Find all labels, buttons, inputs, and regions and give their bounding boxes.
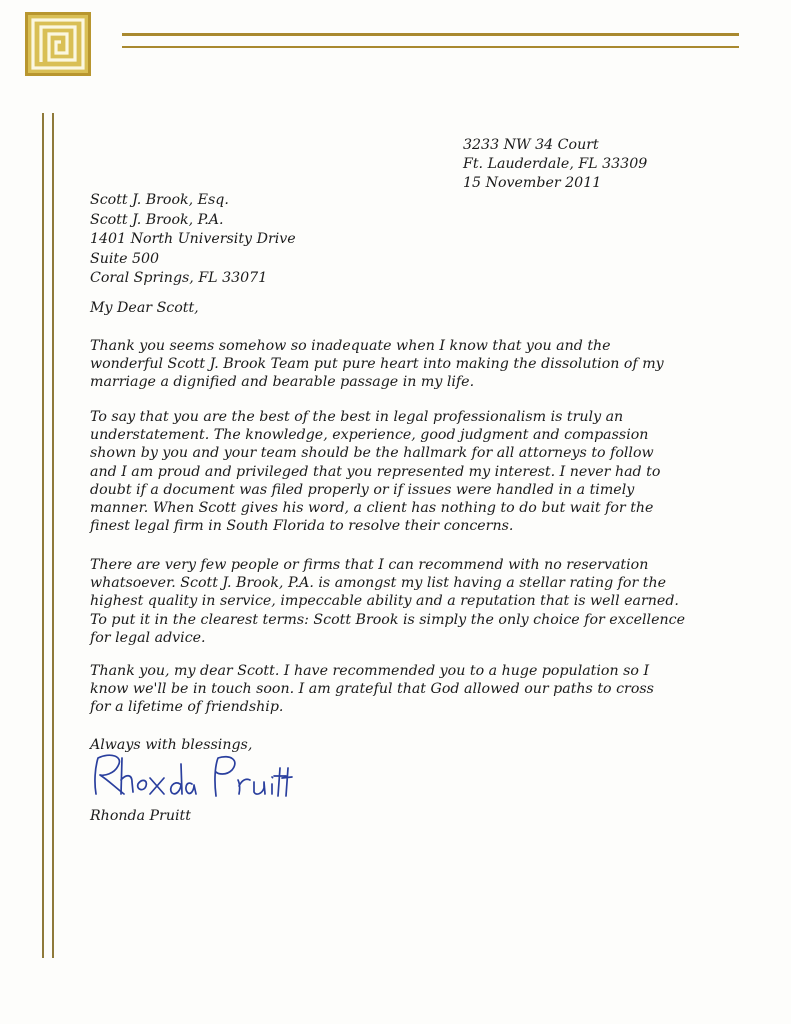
body-paragraph-1 (90, 337, 664, 392)
salutation: My Dear Scott, (90, 300, 199, 316)
header-rule-top (122, 33, 739, 36)
paragraph-line: know we'll be in touch soon. I am grateful that God allowed our paths to cross (90, 681, 654, 698)
paragraph-line: To say that you are the best of the best in legal professionalism is truly an (90, 409, 624, 425)
paragraph-line: and I am proud and privileged that you represented my interest. I never had to (90, 463, 661, 480)
recipient-name: Scott J. Brook, Esq. (90, 192, 229, 208)
sender-address (463, 136, 647, 193)
recipient-firm: Scott J. Brook, P.A. (90, 211, 224, 228)
paragraph-line: Thank you seems somehow so inadequate when I know that you and the (90, 338, 611, 354)
header-rule-bottom (122, 46, 739, 48)
recipient-street: 1401 North University Drive (90, 231, 296, 247)
paragraph-line: understatement. The knowledge, experience, good judgment and compassion (90, 427, 649, 444)
recipient-address (90, 191, 296, 289)
margin-rule-right (52, 113, 54, 958)
closing: Always with blessings, (90, 737, 253, 753)
paragraph-line: wonderful Scott J. Brook Team put pure heart into making the dissolution of my (90, 356, 664, 373)
signer-name: Rhonda Pruitt (90, 808, 191, 824)
sender-street: 3233 NW 34 Court (463, 137, 599, 153)
greek-key-logo-icon (25, 12, 91, 76)
body-paragraph-3 (90, 556, 685, 647)
letter-date: 15 November 2011 (463, 175, 602, 191)
paragraph-line: To put it in the clearest terms: Scott Brook is simply the only choice for excellence (90, 611, 685, 628)
recipient-city: Coral Springs, FL 33071 (90, 270, 268, 286)
paragraph-line: shown by you and your team should be the hallmark for all attorneys to follow (90, 445, 654, 462)
paragraph-line: for a lifetime of friendship. (90, 699, 284, 716)
paragraph-line: finest legal firm in South Florida to resolve their concerns. (90, 518, 514, 535)
recipient-suite: Suite 500 (90, 250, 160, 267)
paragraph-line: There are very few people or firms that I can recommend with no reservation (90, 557, 649, 573)
paragraph-line: whatsoever. Scott J. Brook, P.A. is amongst my list having a stellar rating for the (90, 575, 667, 592)
paragraph-line: for legal advice. (90, 629, 206, 646)
margin-rule-left (42, 113, 44, 958)
sender-city: Ft. Lauderdale, FL 33309 (463, 156, 648, 172)
handwritten-signature (88, 750, 293, 808)
paragraph-line: manner. When Scott gives his word, a client has nothing to do but wait for the (90, 500, 654, 517)
body-paragraph-2 (90, 408, 660, 535)
paragraph-line: highest quality in service, impeccable ability and a reputation that is well earned. (90, 593, 679, 610)
paragraph-line: Thank you, my dear Scott. I have recommended you to a huge population so I (90, 663, 650, 679)
paragraph-line: marriage a dignified and bearable passage in my life. (90, 374, 475, 391)
body-paragraph-4 (90, 662, 654, 717)
paragraph-line: doubt if a document was filed properly or if issues were handled in a timely (90, 481, 635, 498)
